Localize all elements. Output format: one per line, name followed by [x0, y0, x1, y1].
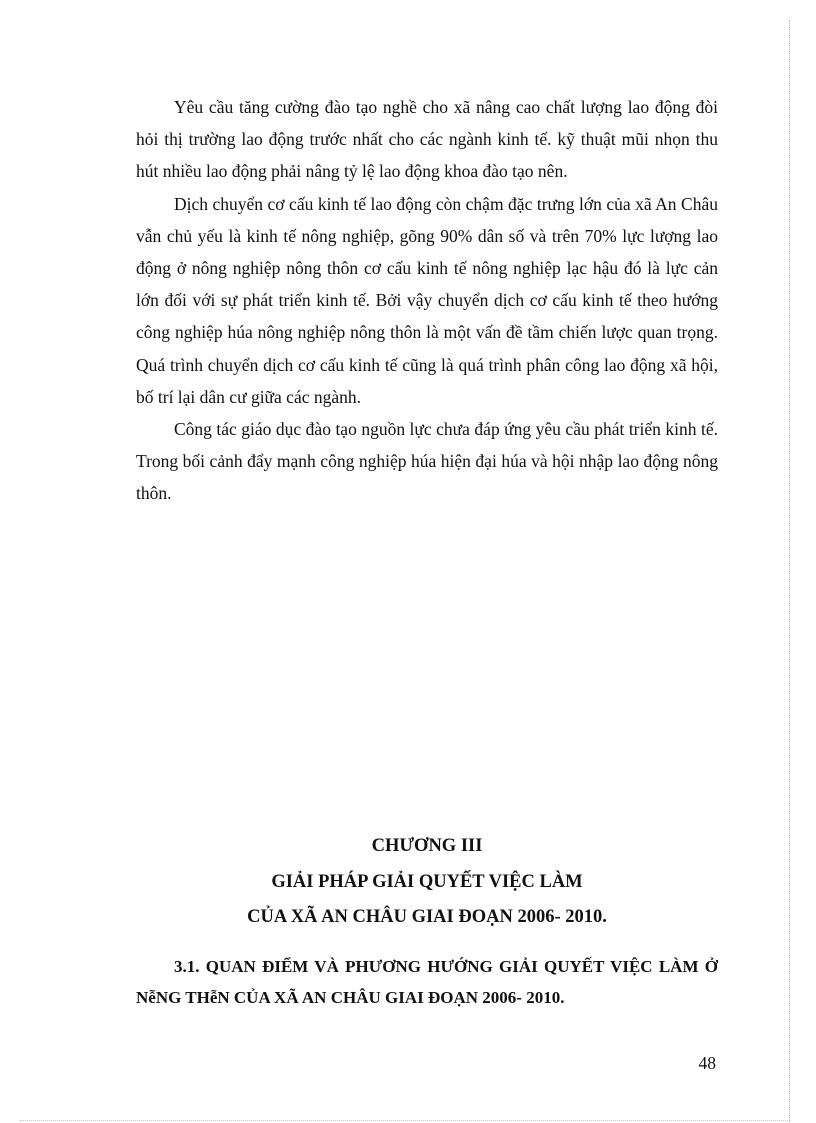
paragraph-1: Yêu cầu tăng cường đào tạo nghề cho xã nâng cao chất lượng lao động đòi hỏi thị trường lao động trước nhất cho các ngành kinh tế. kỹ thuật mũi nhọn thu hút nhiều lao động phải nâng tỷ lệ lao động khoa đào tạo nên.	[136, 97, 718, 182]
page-border-bottom	[20, 1120, 790, 1121]
chapter-title-line-2: CỦA XÃ AN CHÂU GIAI ĐOẠN 2006- 2010.	[247, 907, 607, 927]
page-border-right	[789, 20, 790, 1122]
section-heading: 3.1. QUAN ĐIỂM VÀ PHƯƠNG HƯỚNG GIẢI QUYẾT VIỆC LÀM Ở NễNG THễN CỦA XÃ AN CHÂU GIAI ĐOẠN 2006- 2010.	[136, 957, 718, 1007]
body-text	[136, 91, 718, 510]
paragraph-2: Dịch chuyển cơ cấu kinh tế lao động còn chậm đặc trưng lớn của xã An Châu vẫn chủ yếu là kinh tế nông nghiệp, gõng 90% dân số và trên 70% lực lượng lao động ở nông nghiệp nông thôn cơ cấu kinh tế nông nghiệp lạc hậu đó là lực cản lớn đối với sự phát triển kinh tế. Bởi vậy chuyển dịch cơ cấu kinh tế theo hướng công nghiệp húa nông nghiệp nông thôn là một vấn đề tầm chiến lược quan trọng. Quá trình chuyển dịch cơ cấu kinh tế cũng là quá trình phân công lao động xã hội, bố trí lại dân cư giữa các ngành.	[136, 193, 718, 407]
paragraph-3: Công tác giáo dục đào tạo nguồn lực chưa đáp ứng yêu cầu phát triển kinh tế. Trong bối cảnh đẩy mạnh công nghiệp húa hiện đại húa và hội nhập lao động nông thôn.	[136, 419, 718, 504]
chapter-label: CHƯƠNG III	[371, 836, 483, 856]
chapter-title-line-1: GIẢI PHÁP GIẢI QUYẾT VIỆC LÀM	[271, 872, 583, 892]
page-number: 48	[698, 1053, 716, 1073]
